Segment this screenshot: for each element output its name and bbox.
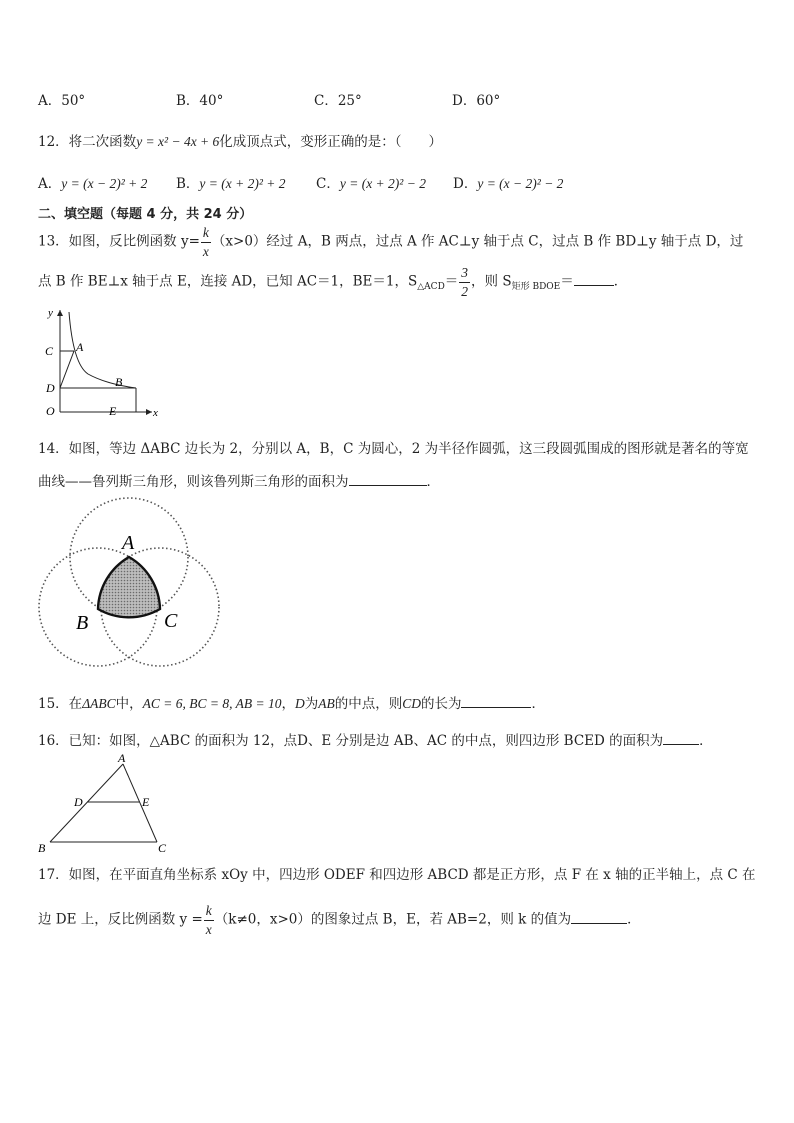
q11-option-d: D．60°: [452, 93, 501, 109]
q12-option-b: B．y = (x + 2)² + 2: [176, 176, 286, 192]
q11-option-b: B．40°: [176, 93, 224, 109]
section-title: 二、填空题（每题 4 分，共 24 分）: [38, 207, 253, 222]
q17-answer-blank: [571, 911, 627, 924]
q15-stem: 15．在ΔABC中，AC = 6, BC = 8, AB = 10，D为AB的中点，则CD的长为 ．: [38, 696, 545, 712]
q13-label-e: E: [109, 404, 117, 418]
q13-figure: [40, 304, 160, 422]
q13-label-x: x: [153, 407, 158, 419]
q13-label-o: O: [46, 404, 55, 418]
q13-label-d: D: [46, 381, 55, 395]
q14-label-b: B: [76, 612, 89, 634]
q16-stem: 16．已知：如图，△ABC 的面积为 12，点D、E 分别是边 AB、AC 的中点，则四边形 BCED 的面积为 ．: [38, 733, 713, 749]
q14-line-1: 14．如图，等边 ΔABC 边长为 2，分别以 A，B，C 为圆心，2 为半径作圆弧，这三段圆弧围成的图形就是著名的等宽: [38, 441, 749, 457]
q14-answer-blank: [349, 473, 427, 486]
q12-option-c: C．y = (x + 2)² − 2: [316, 176, 426, 192]
q13-label-y: y: [48, 307, 53, 319]
q14-line-2: 曲线——鲁列斯三角形，则该鲁列斯三角形的面积为 ．: [38, 474, 440, 490]
q16-label-d: D: [74, 795, 83, 809]
q13-answer-blank: [574, 273, 614, 286]
q14-label-a: A: [122, 532, 135, 554]
q14-figure: [36, 495, 226, 673]
q16-label-e: E: [142, 795, 150, 809]
q13-label-a: A: [76, 340, 84, 354]
q11-option-a: A．50°: [38, 93, 86, 109]
q16-label-b: B: [38, 841, 46, 855]
q17-line-2: 边 DE 上，反比例函数 y = $\frac{k}{x}$ （k≠0，x>0）的图象过点 B，E，若 AB=2，则 k 的值为 ．: [38, 903, 641, 937]
q15-answer-blank: [461, 695, 531, 708]
q13-line-2: 点 B 作 BE⊥x 轴于点 E，连接 AD，已知 AC＝1，BE＝1，$S_{\triangle ACD}=$ $\frac{3}{2}$ ，则 $S_{矩形 BDOE}=$ ．: [38, 265, 628, 299]
q12-option-d: D．y = (x − 2)² − 2: [453, 176, 564, 192]
q12-option-a: A．y = (x − 2)² + 2: [38, 176, 148, 192]
q13-label-c: C: [45, 344, 54, 358]
q16-figure: [34, 750, 174, 856]
q17-line-1: 17．如图，在平面直角坐标系 xOy 中，四边形 ODEF 和四边形 ABCD 都是正方形，点 F 在 x 轴的正半轴上，点 C 在: [38, 867, 756, 883]
q12-stem: 12．将二次函数y = x² − 4x + 6化成顶点式，变形正确的是：（ ）: [38, 134, 443, 150]
q13-label-b: B: [115, 375, 123, 389]
q13-line-1: 13．如图，反比例函数 y= $\frac{k}{x}$ （x>0）经过 A，B 两点，过点 A 作 AC⊥y 轴于点 C，过点 B 作 BD⊥y 轴于点 D，过: [38, 225, 744, 259]
q16-label-a: A: [118, 751, 126, 765]
q16-answer-blank: [663, 732, 699, 745]
q16-label-c: C: [158, 841, 167, 855]
q11-option-c: C．25°: [314, 93, 362, 109]
q14-label-c: C: [164, 610, 178, 632]
